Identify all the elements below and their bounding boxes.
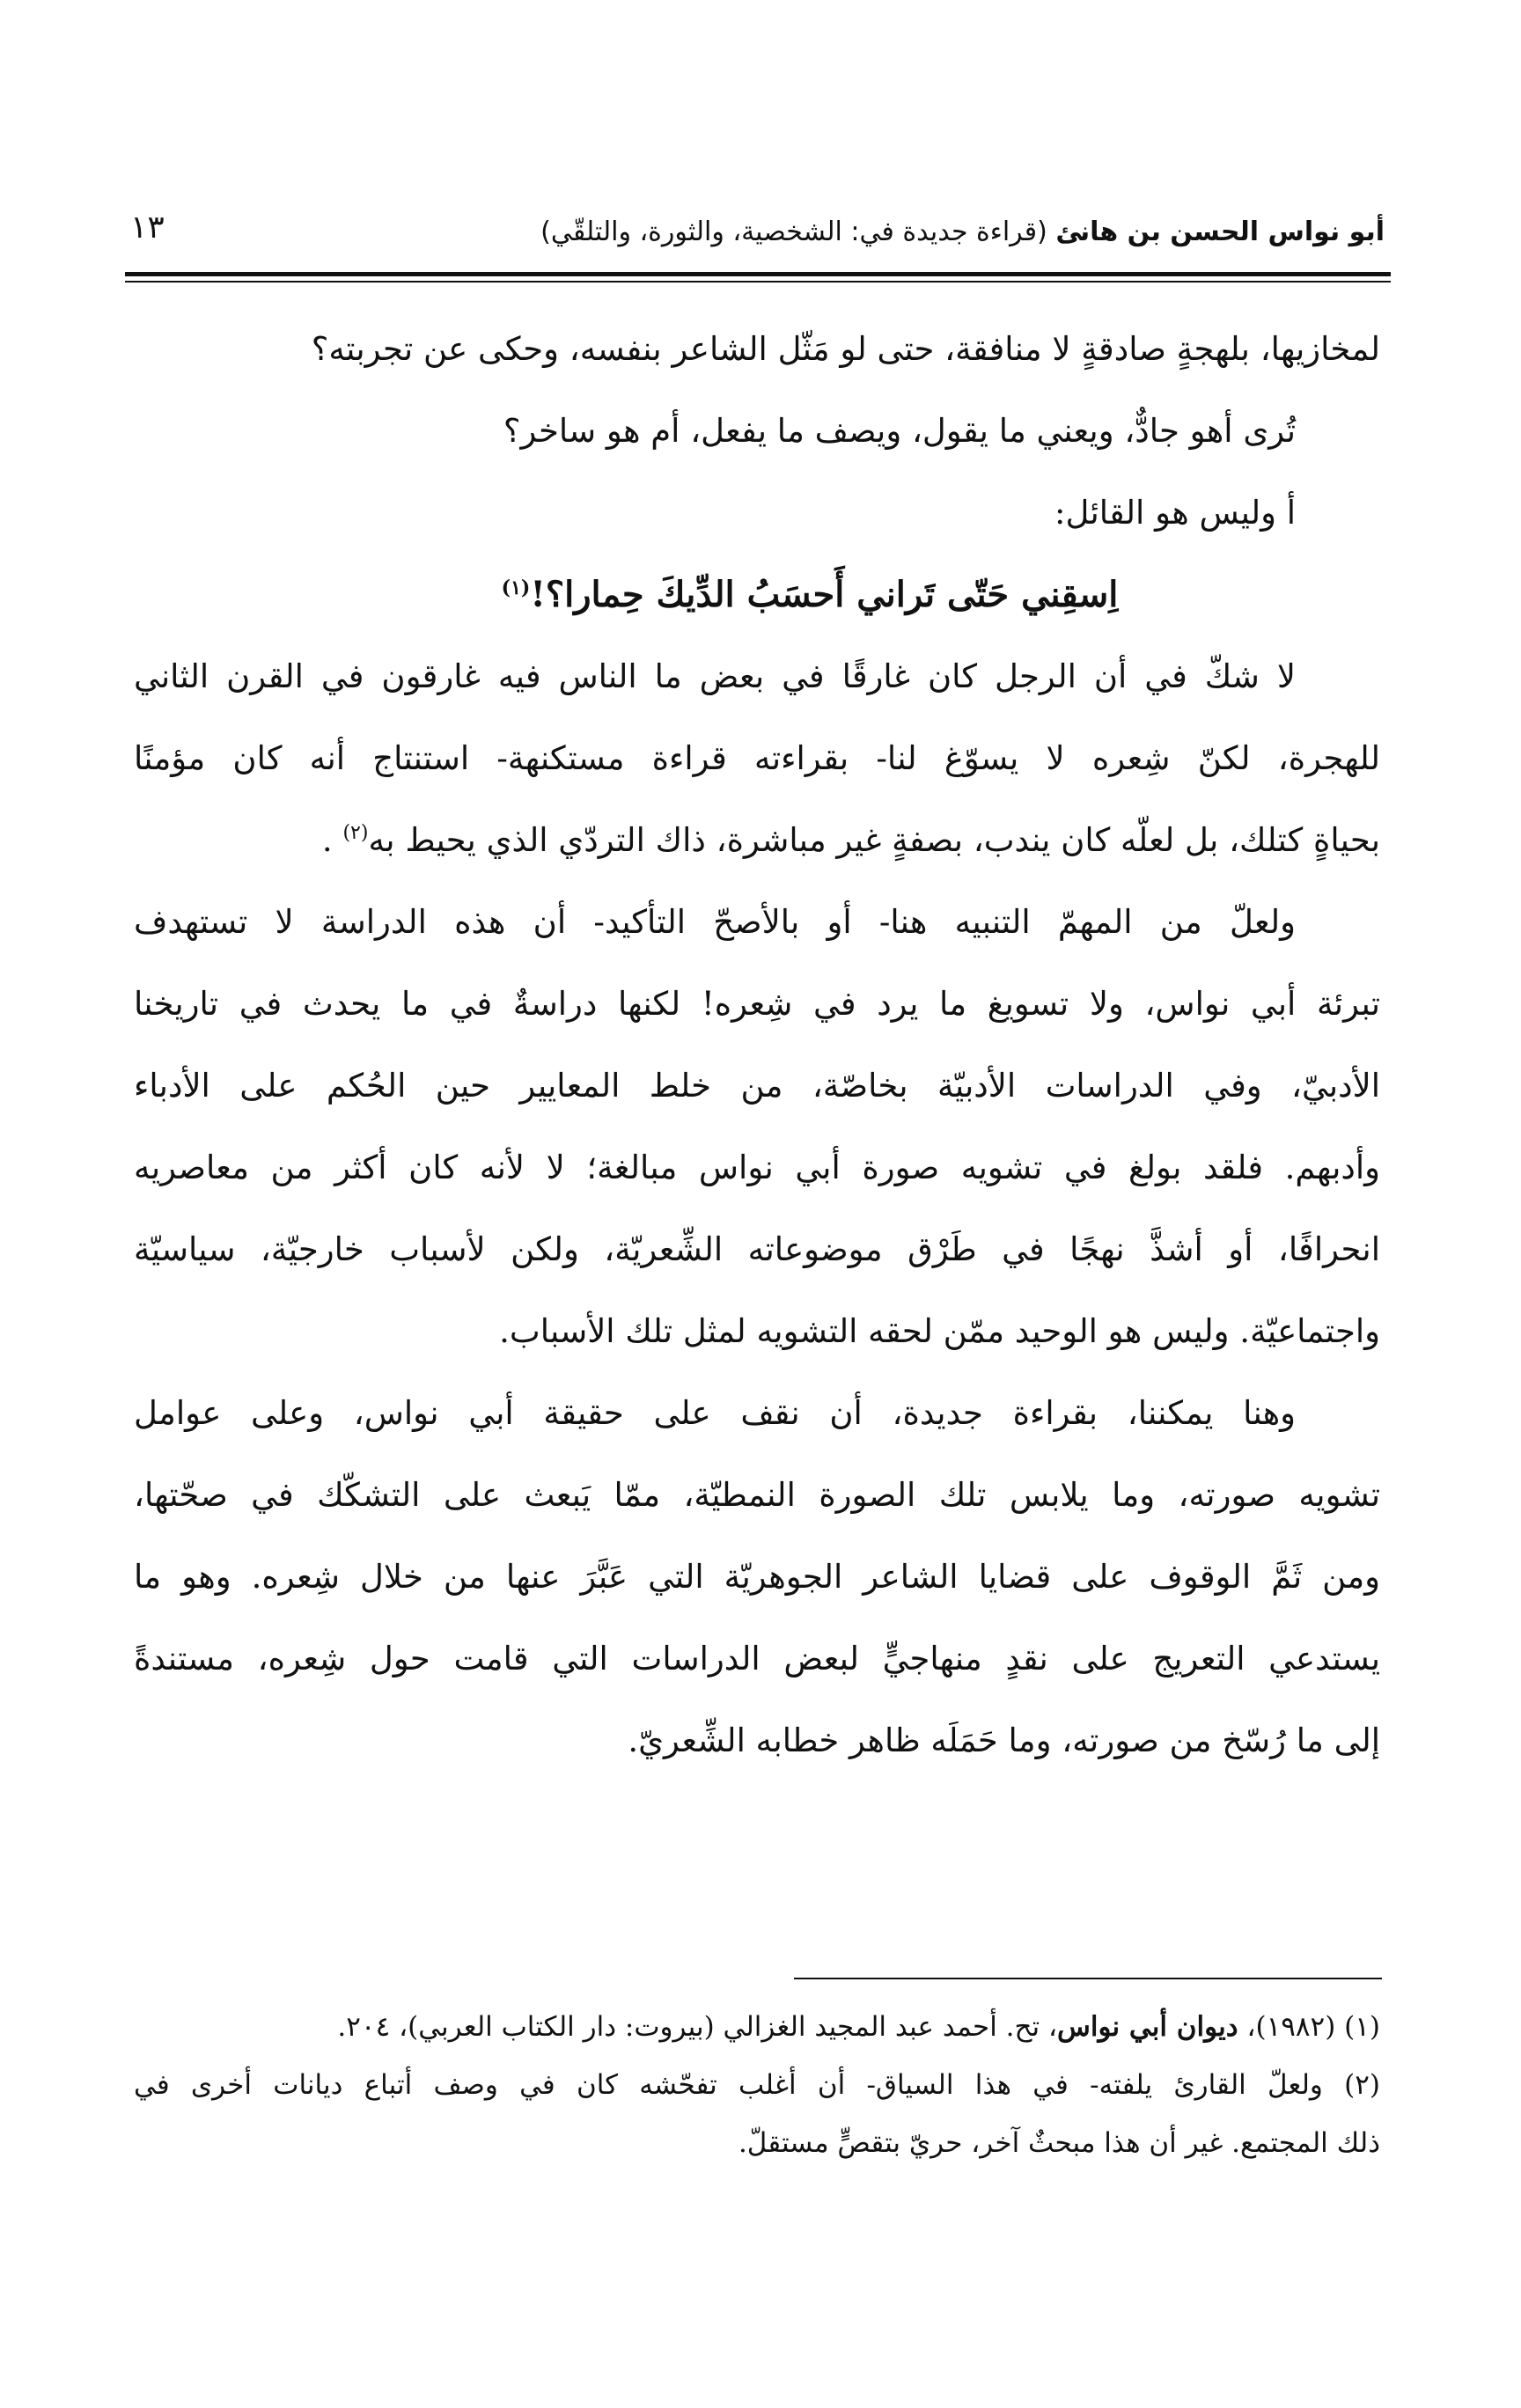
text-line: ولعلّ من المهمّ التنبيه هنا- أو بالأصحّ التأكيد- أن هذه الدراسة لا تستهدف	[134, 903, 1296, 941]
text-line: يستدعي التعريج على نقدٍ منهاجيٍّ لبعض الدراسات التي قامت حول شِعره، مستندةً	[134, 1640, 1380, 1678]
footnote-1-text: ، تح. أحمد عبد المجيد الغزالي (بيروت: دار الكتاب العربي)، ٢٠٤.	[337, 2011, 1058, 2043]
footnote-2-line: (٢) ولعلّ القارئ يلفته- في هذا السياق- أن أغلب تفحّشه كان في وصف أتباع ديانات أخرى في	[134, 2069, 1380, 2101]
text-line: وأدبهم. فلقد بولغ في تشويه صورة أبي نواس مبالغة؛ لا لأنه كان أكثر من معاصريه	[134, 1149, 1380, 1186]
text-line: واجتماعيّة. وليس هو الوحيد ممّن لحقه التشويه لمثل تلك الأسباب.	[499, 1312, 1380, 1350]
text-line: تبرئة أبي نواس، ولا تسويغ ما يرد في شِعره! لكنها دراسةٌ في ما يحدث في تاريخنا	[134, 985, 1380, 1023]
text-line: انحرافًا، أو أشذَّ نهجًا في طَرْق موضوعاته الشِّعريّة، ولكن لأسباب خارجيّة، سياسيّة	[134, 1230, 1380, 1268]
text-line: ومن ثَمَّ الوقوف على قضايا الشاعر الجوهريّة التي عَبَّرَ عنها من خلال شِعره. وهو ما	[134, 1558, 1380, 1596]
text-line: لا شكّ في أن الرجل كان غارقًا في بعض ما الناس فيه غارقون في القرن الثاني	[134, 657, 1296, 695]
text-line: أ وليس هو القائل:	[1054, 494, 1296, 532]
text-line: الأدبيّ، وفي الدراسات الأدبيّة بخاصّة، من خلط المعايير حين الحُكم على الأدباء	[134, 1067, 1380, 1105]
text-line: تشويه صورته، وما يلابس تلك الصورة النمطيّة، ممّا يَبعث على التشكّك في صحّتها،	[134, 1476, 1380, 1514]
text-line-end: .	[321, 821, 343, 859]
verse-line	[134, 554, 1380, 635]
running-title	[540, 217, 1385, 247]
text-line	[134, 799, 1380, 881]
text-line: وهنا يمكننا، بقراءة جديدة، أن نقف على حقيقة أبي نواس، وعلى عوامل	[134, 1394, 1296, 1432]
header-rule-thin	[125, 281, 1391, 283]
paragraph-continued	[134, 308, 1380, 390]
header-rule-thick	[125, 272, 1391, 276]
footnote-ref-2: (٢)	[342, 822, 369, 844]
footnote-2-line: ذلك المجتمع. غير أن هذا مبحثٌ آخر، حريّ بتقصٍّ مستقلّ.	[738, 2127, 1380, 2159]
paragraph-3	[134, 1372, 1380, 1781]
footnote-1	[134, 1998, 1380, 2056]
footnotes	[134, 1998, 1380, 2172]
text-line: للهجرة، لكنّ شِعره لا يسوّغ لنا- بقراءته قراءة مستكنهة- استنتاج أنه كان مؤمنًا	[134, 739, 1380, 777]
verse-text: اِسقِني حَتّى تَراني أَحسَبُ الدِّيكَ حِمارا؟!	[530, 574, 1119, 615]
text-line-content: بحياةٍ كتلك، بل لعلّه كان يندب، بصفةٍ غير مباشرة، ذاك التردّي الذي يحيط به	[368, 821, 1380, 859]
text-line: لمخازيها، بلهجةٍ صادقةٍ لا منافقة، حتى لو مَثّل الشاعر بنفسه، وحكى عن تجربته؟	[311, 330, 1380, 368]
paragraph-question	[134, 390, 1380, 554]
verse-quote	[134, 554, 1380, 635]
running-head	[130, 209, 1385, 262]
text-line: إلى ما رُسّخ من صورته، وما حَمَلَه ظاهر خطابه الشِّعريّ.	[628, 1722, 1380, 1759]
footnote-separator	[794, 1978, 1382, 1979]
body-text	[134, 308, 1380, 1781]
text-line: تُرى أهو جادٌّ، ويعني ما يقول، ويصف ما يفعل، أم هو ساخر؟	[503, 412, 1296, 450]
paragraph-1	[134, 635, 1380, 881]
page-number: ١٣	[130, 209, 165, 246]
running-title-author: أبو نواس الحسن بن هانئ	[1055, 217, 1385, 247]
footnote-1-number: (١) (١٩٨٢)،	[1238, 2011, 1380, 2043]
footnote-1-title: ديوان أبي نواس	[1057, 2011, 1238, 2043]
paragraph-2	[134, 881, 1380, 1372]
running-title-subtitle: (قراءة جديدة في: الشخصية، والثورة، والتلقّي)	[540, 217, 1056, 247]
footnote-ref-1: (١)	[501, 576, 531, 599]
